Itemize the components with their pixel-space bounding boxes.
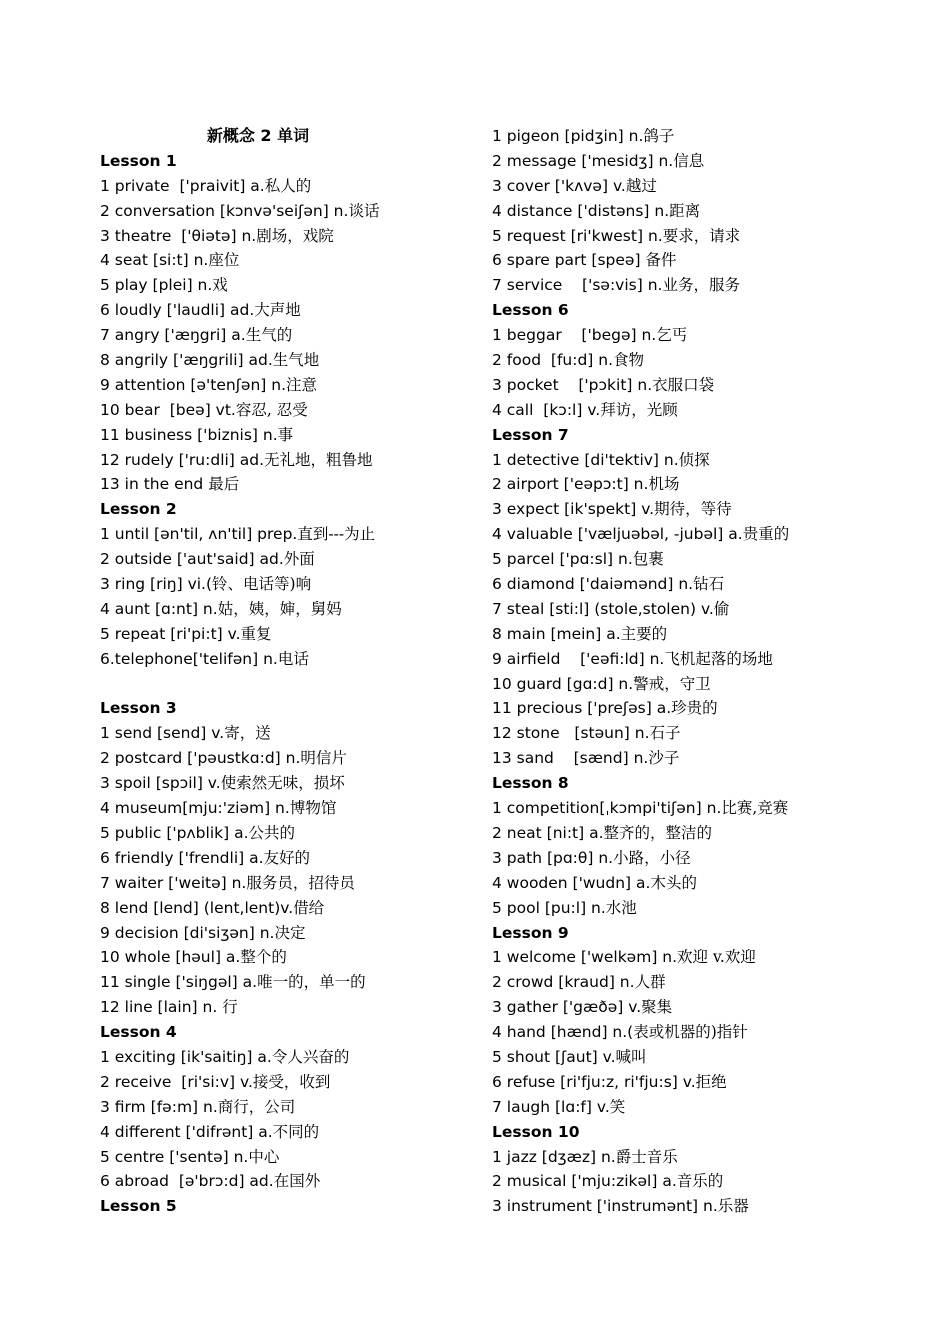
vocab-chinese: 业务，服务 [662, 276, 740, 295]
vocab-chinese: 中心 [248, 1147, 280, 1166]
vocab-english: 3 gather ['gæðə] v. [492, 998, 642, 1017]
vocab-english: 2 outside ['aut'said] ad. [100, 550, 284, 569]
vocab-english: 3 instrument ['instrumənt] n. [492, 1197, 718, 1216]
vocab-english: 10 guard [gɑ:d] n. [492, 674, 634, 693]
vocab-entry [100, 1070, 480, 1095]
vocab-chinese: 姑，姨，婶，舅妈 [217, 599, 342, 618]
vocab-entry [100, 273, 480, 298]
vocab-entry [492, 373, 932, 398]
vocab-entry [492, 871, 932, 896]
vocab-entry [492, 497, 932, 522]
lesson-heading: Lesson 4 [100, 1023, 177, 1042]
vocab-chinese: 要求，请求 [662, 226, 741, 245]
vocab-entry [100, 472, 480, 497]
vocab-chinese: 容忍, 忍受 [235, 400, 308, 419]
vocab-chinese: 距离 [669, 201, 701, 220]
vocab-entry [492, 248, 932, 273]
vocab-entry [492, 448, 932, 473]
vocab-english: 2 message ['mesidʒ] n. [492, 151, 674, 170]
vocab-chinese: 乐器 [717, 1197, 749, 1216]
vocab-english: 1 private ['praivit] a. [100, 176, 265, 195]
vocab-chinese: 钻石 [693, 575, 725, 594]
vocab-chinese: 喊叫 [615, 1047, 647, 1066]
vocab-entry [492, 1194, 932, 1219]
lesson-heading: Lesson 7 [492, 425, 569, 444]
vocab-entry [100, 1145, 480, 1170]
vocab-english: 3 path [pɑ:θ] n. [492, 848, 614, 867]
vocab-entry [100, 821, 480, 846]
vocab-chinese: 笑 [609, 1097, 626, 1116]
vocab-english: 6 spare part [speə] [492, 251, 646, 270]
vocab-english: 2 conversation [kɔnvə'seiʃən] n. [100, 201, 349, 220]
vocab-chinese: 石子 [649, 724, 681, 743]
vocab-entry [492, 149, 932, 174]
vocab-entry [492, 1169, 932, 1194]
vocab-english: 3 expect [ik'spekt] v. [492, 500, 655, 519]
vocab-entry [492, 597, 932, 622]
vocab-english: 6 friendly ['frendli] a. [100, 848, 264, 867]
vocab-english: 13 in the end [100, 475, 209, 494]
vocab-entry [100, 298, 480, 323]
vocab-entry [492, 348, 932, 373]
vocab-chinese: 包裹 [632, 550, 664, 569]
vocab-chinese: 决定 [274, 923, 306, 942]
vocab-chinese: 接受，收到 [252, 1072, 331, 1091]
vocab-chinese: 越过 [625, 176, 657, 195]
vocab-entry [100, 423, 480, 448]
vocab-english: 8 main [mein] a. [492, 624, 621, 643]
vocab-chinese: 不同的 [272, 1122, 320, 1141]
vocab-english: 9 decision [di'siʒən] n. [100, 923, 275, 942]
vocab-entry [100, 1169, 480, 1194]
vocab-chinese: 主要的 [620, 624, 668, 643]
vocab-entry [100, 846, 480, 871]
vocab-english: 2 neat [ni:t] a. [492, 823, 604, 842]
vocab-chinese: 拜访，光顾 [600, 400, 678, 419]
vocab-chinese: 人群 [634, 973, 666, 992]
vocab-entry [100, 622, 480, 647]
vocab-english: 12 stone [stəun] n. [492, 724, 650, 743]
vocab-entry [492, 995, 932, 1020]
vocab-chinese: 乞丐 [656, 326, 688, 345]
vocab-entry [100, 199, 480, 224]
left-column [100, 124, 480, 1219]
vocab-chinese: 食物 [613, 351, 645, 370]
vocab-chinese: 唯一的，单一的 [257, 973, 366, 992]
vocab-english: 6 loudly ['laudli] ad. [100, 301, 255, 320]
vocab-entry [100, 796, 480, 821]
vocab-english: 12 line [lain] n. [100, 998, 223, 1017]
vocab-chinese: 整齐的，整洁的 [603, 823, 713, 842]
vocab-english: 5 shout [ʃaut] v. [492, 1047, 616, 1066]
vocab-entry [100, 522, 480, 547]
vocab-chinese: 最后 [208, 475, 240, 494]
vocab-english: 6 refuse [ri'fju:z, ri'fju:s] v. [492, 1072, 696, 1091]
blank-line [100, 672, 480, 697]
vocab-chinese: 直到---为止 [297, 525, 376, 544]
vocab-entry [100, 174, 480, 199]
vocab-entry [100, 721, 480, 746]
vocab-entry [100, 373, 480, 398]
vocab-entry [492, 672, 932, 697]
vocab-english: 3 firm [fə:m] n. [100, 1097, 218, 1116]
vocab-english: 2 musical ['mju:zikəl] a. [492, 1172, 677, 1191]
vocab-entry [100, 547, 480, 572]
vocab-entry [100, 224, 480, 249]
vocab-english: 6 diamond ['daiəmənd] n. [492, 575, 694, 594]
vocab-english: 1 welcome ['welkəm] n. [492, 948, 678, 967]
vocab-chinese: 私人的 [264, 176, 312, 195]
vocab-entry [492, 647, 932, 672]
vocab-entry [492, 124, 932, 149]
vocab-english: 11 single ['siŋgəl] a. [100, 973, 258, 992]
vocab-english: 7 service ['sə:vis] n. [492, 276, 663, 295]
vocab-english: 1 pigeon [pidʒin] n. [492, 127, 644, 145]
vocab-chinese: 珍贵的 [671, 699, 718, 718]
vocab-chinese: 博物馆 [289, 799, 337, 818]
lesson-heading: Lesson 6 [492, 301, 569, 320]
vocab-chinese: 水池 [605, 898, 637, 917]
vocab-english: 9 attention [ə'tenʃən] n. [100, 375, 286, 394]
vocab-english: 6 abroad [ə'brɔ:d] ad. [100, 1172, 274, 1191]
vocab-chinese: 偷 [713, 599, 730, 618]
vocab-chinese: 令人兴奋的 [271, 1047, 350, 1066]
vocab-entry [492, 174, 932, 199]
vocab-entry [100, 995, 480, 1020]
vocab-entry [492, 522, 932, 547]
vocab-english: 6.telephone['telifən] n. [100, 649, 278, 668]
vocab-entry [492, 1095, 932, 1120]
vocab-english: 8 angrily ['æŋgrili] ad. [100, 351, 273, 370]
vocab-entry [492, 273, 932, 298]
vocab-english: 4 call [kɔ:l] v. [492, 400, 601, 419]
vocab-chinese: 友好的 [263, 848, 311, 867]
vocab-english: 4 distance ['distəns] n. [492, 201, 670, 220]
vocab-chinese: 贵重的 [742, 525, 790, 544]
right-column [492, 124, 932, 1219]
vocab-entry [492, 224, 932, 249]
vocab-chinese: 明信片 [300, 749, 347, 768]
vocab-english: 3 spoil [spɔil] v. [100, 774, 221, 793]
vocab-chinese: 侦探 [678, 450, 710, 469]
vocab-chinese: 铃、电话等)响 [212, 575, 312, 594]
vocab-english: 2 postcard ['pəustkɑ:d] n. [100, 749, 301, 768]
vocab-english: 4 aunt [ɑ:nt] n. [100, 599, 218, 618]
vocab-chinese: 小路，小径 [613, 848, 691, 867]
vocab-entry [100, 945, 480, 970]
vocab-entry [100, 1120, 480, 1145]
vocab-chinese: 沙子 [648, 749, 680, 768]
vocab-english: 5 request [ri'kwest] n. [492, 226, 663, 245]
vocab-english: 3 theatre ['θiətə] n. [100, 226, 257, 245]
vocab-english: 2 crowd [kraud] n. [492, 973, 635, 992]
vocab-english: 1 exciting [ik'saitiŋ] a. [100, 1047, 272, 1066]
vocab-entry [492, 323, 932, 348]
vocab-english: 4 seat [si:t] n. [100, 251, 209, 270]
vocab-entry [100, 647, 480, 672]
vocab-english: 9 airfield ['eəfi:ld] n. [492, 649, 665, 668]
vocab-chinese: 警戒，守卫 [633, 674, 711, 693]
vocab-entry [492, 1070, 932, 1095]
vocab-chinese: 拒绝 [695, 1072, 727, 1091]
vocab-english: 1 beggar ['begə] n. [492, 326, 657, 345]
vocab-entry [100, 348, 480, 373]
vocab-english: 1 jazz [dʒæz] n. [492, 1147, 616, 1166]
vocab-chinese: 生气地 [272, 351, 320, 370]
vocab-entry [492, 970, 932, 995]
vocab-entry [492, 547, 932, 572]
vocab-entry [100, 1095, 480, 1120]
vocab-entry [492, 472, 932, 497]
vocab-entry [492, 1020, 932, 1045]
vocab-entry [492, 1145, 932, 1170]
vocab-entry [492, 821, 932, 846]
vocab-chinese: 期待，等待 [654, 500, 732, 519]
vocab-chinese: 使索然无味，损坏 [220, 774, 345, 793]
vocab-chinese: 服务员，招待员 [246, 873, 355, 892]
vocab-entry [100, 448, 480, 473]
vocab-chinese: 重复 [240, 624, 272, 643]
vocab-english: 1 detective [di'tektiv] n. [492, 450, 679, 469]
lesson-heading: Lesson 9 [492, 923, 569, 942]
vocab-chinese: 音乐的 [676, 1172, 724, 1191]
vocab-english: 7 laugh [lɑ:f] v. [492, 1097, 610, 1116]
lesson-heading: Lesson 5 [100, 1197, 177, 1216]
vocab-entry [492, 1045, 932, 1070]
vocab-chinese: 外面 [283, 550, 315, 569]
vocab-english: 4 valuable ['væljuəbəl, -jubəl] a. [492, 525, 743, 544]
vocab-entry [492, 721, 932, 746]
vocab-english: 5 centre ['sentə] n. [100, 1147, 249, 1166]
vocab-english: 5 play [plei] n. [100, 276, 213, 295]
vocab-entry [100, 248, 480, 273]
vocab-chinese: 欢迎 v.欢迎 [677, 948, 756, 967]
vocab-entry [492, 945, 932, 970]
vocab-chinese: 大声地 [254, 301, 301, 320]
vocab-chinese: 在国外 [273, 1172, 321, 1191]
vocab-chinese: 剧场，戏院 [256, 226, 334, 245]
vocab-chinese: 鸽子 [643, 127, 675, 145]
vocab-entry [100, 323, 480, 348]
vocab-chinese: 事 [277, 425, 294, 444]
vocab-english: 4 different ['difrənt] a. [100, 1122, 273, 1141]
lesson-heading: Lesson 3 [100, 699, 177, 718]
vocab-english: 1 competition[ˌkɔmpi'tiʃən] n. [492, 799, 722, 818]
vocab-chinese: 借给 [293, 898, 325, 917]
vocab-chinese: 整个的 [240, 948, 287, 967]
vocab-english: 2 food [fu:d] n. [492, 351, 614, 370]
vocab-entry [100, 1045, 480, 1070]
vocab-entry [100, 771, 480, 796]
vocab-entry [492, 846, 932, 871]
vocab-entry [100, 896, 480, 921]
vocab-chinese: 电话 [277, 649, 309, 668]
lesson-heading: Lesson 1 [100, 151, 177, 170]
vocab-english: 1 send [send] v. [100, 724, 225, 743]
vocab-chinese: 聚集 [641, 998, 673, 1017]
vocab-chinese: 行 [222, 998, 238, 1017]
vocab-english: 5 pool [pu:l] n. [492, 898, 606, 917]
page-title: 新概念 2 单词 [206, 126, 310, 145]
lesson-heading: Lesson 10 [492, 1122, 580, 1141]
vocab-english: 12 rudely ['ru:dli] ad. [100, 450, 265, 469]
vocab-english: 4 hand [hænd] n.( [492, 1023, 634, 1042]
vocab-chinese: 座位 [208, 251, 240, 270]
vocab-english: 5 public ['pʌblik] a. [100, 823, 249, 842]
vocab-entry [100, 921, 480, 946]
vocab-entry [492, 896, 932, 921]
vocab-english: 4 wooden ['wudn] a. [492, 873, 651, 892]
vocab-entry [492, 199, 932, 224]
vocab-english: 11 precious ['preʃəs] a. [492, 699, 672, 718]
vocab-entry [492, 746, 932, 771]
vocab-chinese: 戏 [212, 276, 228, 295]
vocab-english: 5 repeat [ri'pi:t] v. [100, 624, 241, 643]
vocab-entry [492, 622, 932, 647]
vocab-entry [492, 398, 932, 423]
lesson-heading: Lesson 2 [100, 500, 177, 519]
vocab-chinese: 表或机器的)指针 [633, 1023, 748, 1042]
vocab-chinese: 信息 [673, 151, 705, 170]
vocab-english: 10 bear [beə] vt. [100, 400, 236, 419]
vocab-chinese: 生气的 [245, 326, 293, 345]
vocab-english: 8 lend [lend] (lent,lent)v. [100, 898, 294, 917]
vocab-english: 10 whole [həul] a. [100, 948, 241, 967]
vocab-english: 7 steal [sti:l] (stole,stolen) v. [492, 599, 714, 618]
vocab-chinese: 商行，公司 [217, 1097, 296, 1116]
vocab-entry [492, 696, 932, 721]
vocab-entry [100, 398, 480, 423]
vocab-english: 7 angry ['æŋgri] a. [100, 326, 246, 345]
lesson-heading: Lesson 8 [492, 774, 569, 793]
vocab-english: 5 parcel ['pɑ:sl] n. [492, 550, 633, 569]
vocab-chinese: 衣服口袋 [652, 375, 715, 394]
vocab-chinese: 机场 [648, 475, 680, 494]
vocab-english: 11 business ['biznis] n. [100, 425, 278, 444]
vocab-entry [100, 746, 480, 771]
vocab-entry [492, 572, 932, 597]
vocab-english: 2 receive [ri'si:v] v. [100, 1072, 253, 1091]
vocab-english: 7 waiter ['weitə] n. [100, 873, 247, 892]
vocab-english: 3 cover ['kʌvə] v. [492, 176, 626, 195]
vocab-entry [100, 970, 480, 995]
vocab-english: 2 airport ['eəpɔ:t] n. [492, 475, 649, 494]
vocab-chinese: 注意 [286, 375, 318, 394]
vocab-english: 3 pocket ['pɔkit] n. [492, 375, 653, 394]
vocab-english: 3 ring [riŋ] vi.( [100, 575, 213, 594]
vocab-chinese: 木头的 [650, 873, 697, 892]
vocab-entry [100, 871, 480, 896]
vocab-chinese: 比赛,竞赛 [721, 799, 789, 818]
vocab-entry [492, 796, 932, 821]
vocab-entry [100, 597, 480, 622]
vocab-english: 1 until [ən'til, ʌn'til] prep. [100, 525, 298, 544]
vocab-entry [100, 572, 480, 597]
vocab-english: 4 museum[mju:'ziəm] n. [100, 799, 290, 818]
vocab-chinese: 寄，送 [224, 724, 271, 743]
vocab-chinese: 无礼地，粗鲁地 [264, 450, 373, 469]
vocab-english: 13 sand [sænd] n. [492, 749, 649, 768]
vocab-chinese: 备件 [645, 251, 677, 270]
vocab-chinese: 公共的 [248, 823, 296, 842]
vocab-chinese: 爵士音乐 [615, 1147, 678, 1166]
vocab-chinese: 飞机起落的场地 [664, 649, 773, 668]
vocab-chinese: 谈话 [348, 201, 380, 220]
